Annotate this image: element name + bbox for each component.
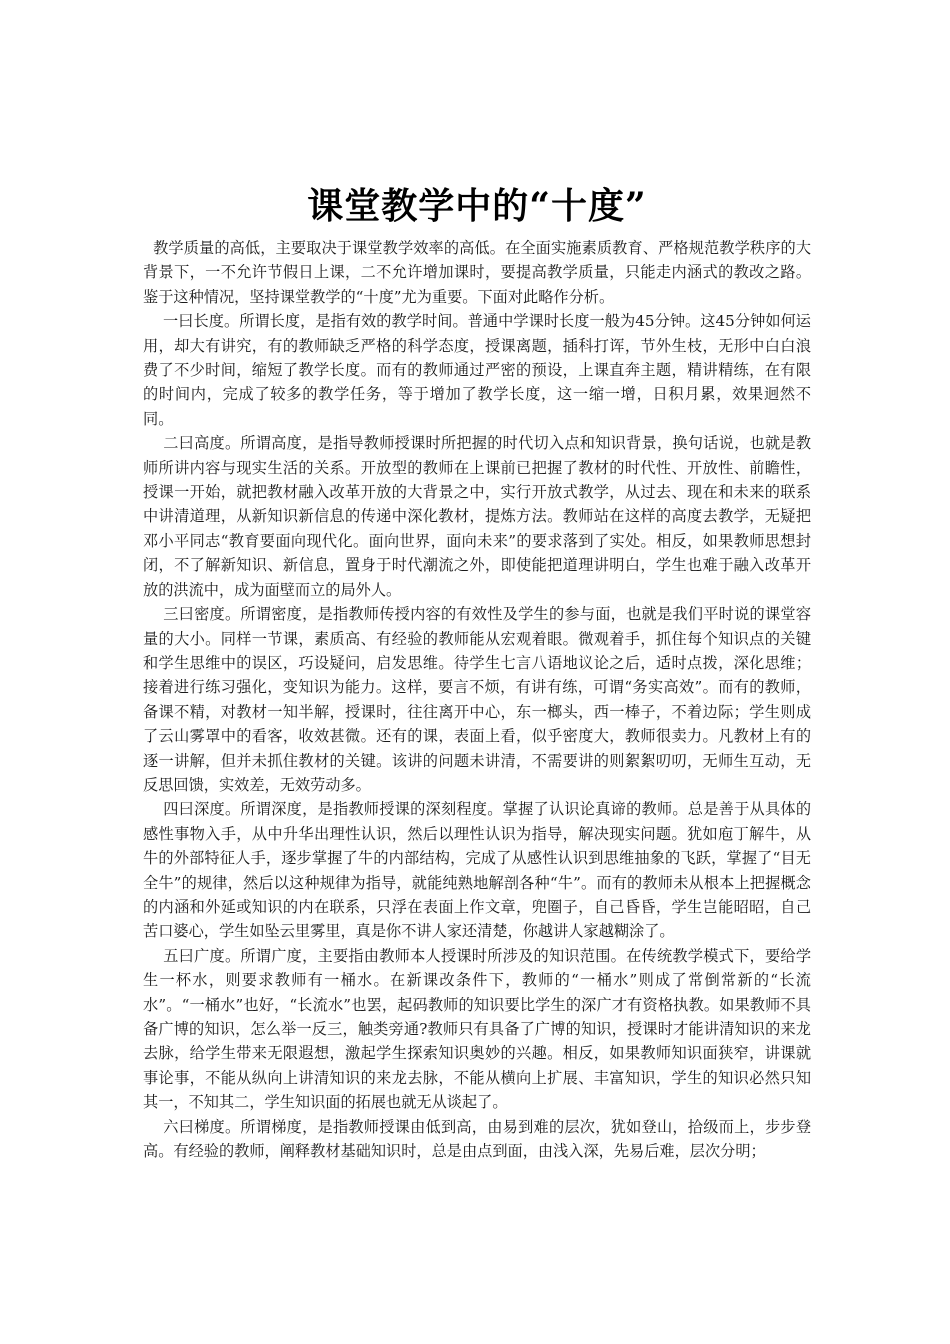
paragraph-length: [143, 309, 811, 431]
paragraph-text: 一曰长度。所谓长度，是指有效的教学时间。普通中学课时长度一般为45分钟。这45分钟如何运用，却大有讲究，有的教师缺乏严格的科学态度，授课离题，插科打诨，节外生枝，无形中白白浪费了不少时间，缩短了教学长度。而有的教师通过严密的预设，上课直奔主题，精讲精练，在有限的时间内，完成了较多的教学任务，等于增加了教学长度，这一缩一增，日积月累，效果迥然不同。: [143, 312, 811, 428]
paragraph-gradient: [143, 1115, 811, 1164]
paragraph-height: [143, 431, 811, 602]
document-page: [143, 180, 811, 1163]
paragraph-text: 教学质量的高低，主要取决于课堂教学效率的高低。在全面实施素质教育、严格规范教学秩序的大背景下，一不允许节假日上课，二不允许增加课时，要提高教学质量，只能走内涵式的教改之路。鉴于这种情况，坚持课堂教学的“十度”尤为重要。下面对此略作分析。: [143, 239, 811, 306]
document-title: 课堂教学中的“十度”: [307, 185, 647, 227]
paragraph-density: [143, 602, 811, 797]
paragraph-text: 三曰密度。所谓密度，是指教师传授内容的有效性及学生的参与面，也就是我们平时说的课堂容量的大小。同样一节课，素质高、有经验的教师能从宏观着眼。微观着手，抓住每个知识点的关键和学生思维中的误区，巧设疑问，启发思维。待学生七言八语地议论之后，适时点拨，深化思维；接着进行练习强化，变知识为能力。这样，要言不烦，有讲有练，可谓“务实高效”。而有的教师，备课不精，对教材一知半解，授课时，往往离开中心，东一榔头，西一棒子，不着边际；学生则成了云山雾罩中的看客，收效甚微。还有的课，表面上看，似乎密度大，教师很卖力。凡教材上有的逐一讲解，但并未抓住教材的关键。该讲的问题未讲清，不需要讲的则絮絮叨叨，无师生互动，无反思回馈，实效差，无效劳动多。: [143, 605, 811, 794]
paragraph-text: 四曰深度。所谓深度，是指教师授课的深刻程度。掌握了认识论真谛的教师。总是善于从具体的感性事物入手，从中升华出理性认识，然后以理性认识为指导，解决现实问题。犹如庖丁解牛，从牛的外部特征人手，逐步掌握了牛的内部结构，完成了从感性认识到思维抽象的飞跃，掌握了“目无全牛”的规律，然后以这种规律为指导，就能纯熟地解剖各种“牛”。而有的教师未从根本上把握概念的内涵和外延或知识的内在联系，只浮在表面上作文章，兜圈子，自己昏昏，学生岂能昭昭，自己苦口婆心，学生如坠云里雾里，真是你不讲人家还清楚，你越讲人家越糊涂了。: [143, 800, 811, 941]
paragraph-text: 六曰梯度。所谓梯度，是指教师授课由低到高，由易到难的层次，犹如登山，拾级而上，步步登高。有经验的教师，阐释教材基础知识时，总是由点到面，由浅入深，先易后难，层次分明；: [143, 1117, 811, 1161]
paragraph-depth: [143, 797, 811, 943]
paragraph-text: 二曰高度。所谓高度，是指导教师授课时所把握的时代切入点和知识背景，换句话说，也就是教师所讲内容与现实生活的关系。开放型的教师在上课前已把握了教材的时代性、开放性、前瞻性，授课一开始，就把教材融入改革开放的大背景之中，实行开放式教学，从过去、现在和未来的联系中讲清道理，从新知识新信息的传递中深化教材，提炼方法。教师站在这样的高度去教学，无疑把邓小平同志“教育要面向现代化。面向世界，面向未来”的要求落到了实处。相反，如果教师思想封闭，不了解新知识、新信息，置身于时代潮流之外，即使能把道理讲明白，学生也难于融入改革开放的洪流中，成为面壁而立的局外人。: [143, 434, 811, 599]
paragraph-text: 五曰广度。所谓广度，主要指由教师本人授课时所涉及的知识范围。在传统教学模式下，要给学生一杯水，则要求教师有一桶水。在新课改条件下，教师的“一桶水”则成了常倒常新的“长流水”。“一桶水”也好，“长流水”也罢，起码教师的知识要比学生的深广才有资格执教。如果教师不具备广博的知识，怎么举一反三，触类旁通?教师只有具备了广博的知识，授课时才能讲清知识的来龙去脉，给学生带来无限遐想，激起学生探索知识奥妙的兴趣。相反，如果教师知识面狭窄，讲课就事论事，不能从纵向上讲清知识的来龙去脉，不能从横向上扩展、丰富知识，学生的知识必然只知其一，不知其二，学生知识面的拓展也就无从谈起了。: [143, 946, 811, 1112]
paragraph-breadth: [143, 944, 811, 1115]
paragraph-intro: [143, 236, 811, 309]
